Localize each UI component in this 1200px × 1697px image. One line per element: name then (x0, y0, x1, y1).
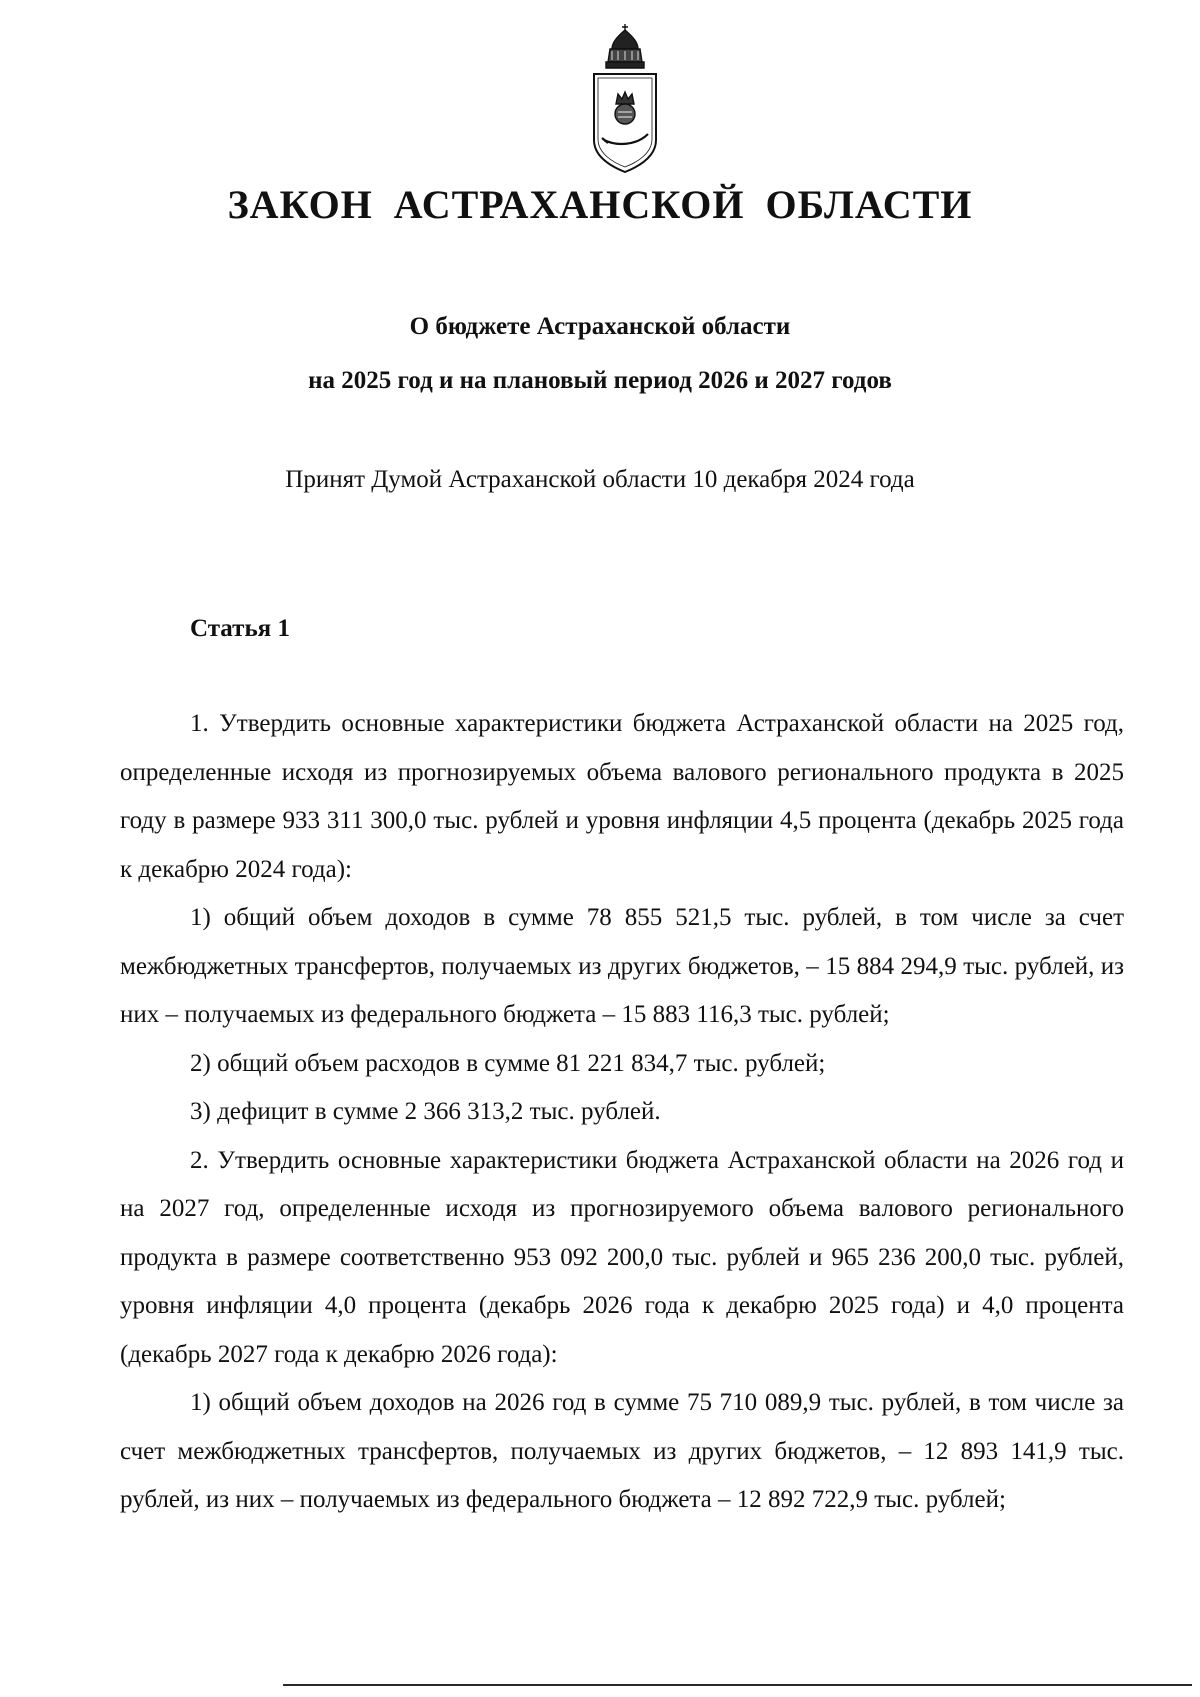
article-title: Статья 1 (190, 615, 290, 642)
law-heading (0, 300, 1200, 408)
paragraph: 1. Утвердить основные характеристики бюджета Астраханской области на 2025 год, определенные исходя из прогнозируемых объема валового регионального продукта в 2025 году в размере 933 311 300,0 тыс. рублей и уровня инфляции 4,5 процента (декабрь 2025 года к декабрю 2024 года): (120, 710, 1124, 883)
paragraph: 1) общий объем доходов на 2026 год в сумме 75 710 089,9 тыс. рублей, в том числе за счет межбюджетных трансфертов, получаемых из других бюджетов, – 12 893 141,9 тыс. рублей, из них – получаемых из федерального бюджета – 12 892 722,9 тыс. рублей; (120, 1389, 1124, 1513)
paragraph: 3) дефицит в сумме 2 366 313,2 тыс. рублей. (190, 1098, 661, 1125)
paragraph: 2. Утвердить основные характеристики бюджета Астраханской области на 2026 год и на 2027 год, определенные исходя из прогнозируемого объема валового регионального продукта в размере соответственно 953 092 200,0 тыс. рублей и 965 236 200,0 тыс. рублей, уровня инфляции 4,0 процента (декабрь 2026 года к декабрю 2025 года) и 4,0 процента (декабрь 2027 года к декабрю 2026 года): (120, 1146, 1124, 1368)
footer-divider (283, 1684, 1192, 1686)
heading-line-2: на 2025 год и на плановый период 2026 и 2027 годов (308, 367, 892, 394)
adoption-note: Принят Думой Астраханской области 10 декабря 2024 года (285, 466, 915, 493)
heading-line-1: О бюджете Астраханской области (409, 313, 791, 340)
astrakhan-coat-of-arms-icon (582, 22, 668, 176)
article-body (120, 700, 1124, 1525)
paragraph: 1) общий объем доходов в сумме 78 855 521,5 тыс. рублей, в том числе за счет межбюджетных трансфертов, получаемых из других бюджетов, – 15 884 294,9 тыс. рублей, из них – получаемых из федерального бюджета – 15 883 116,3 тыс. рублей; (120, 904, 1124, 1028)
paragraph: 2) общий объем расходов в сумме 81 221 834,7 тыс. рублей; (190, 1049, 826, 1077)
law-title: ЗАКОН АСТРАХАНСКОЙ ОБЛАСТИ (227, 182, 973, 227)
